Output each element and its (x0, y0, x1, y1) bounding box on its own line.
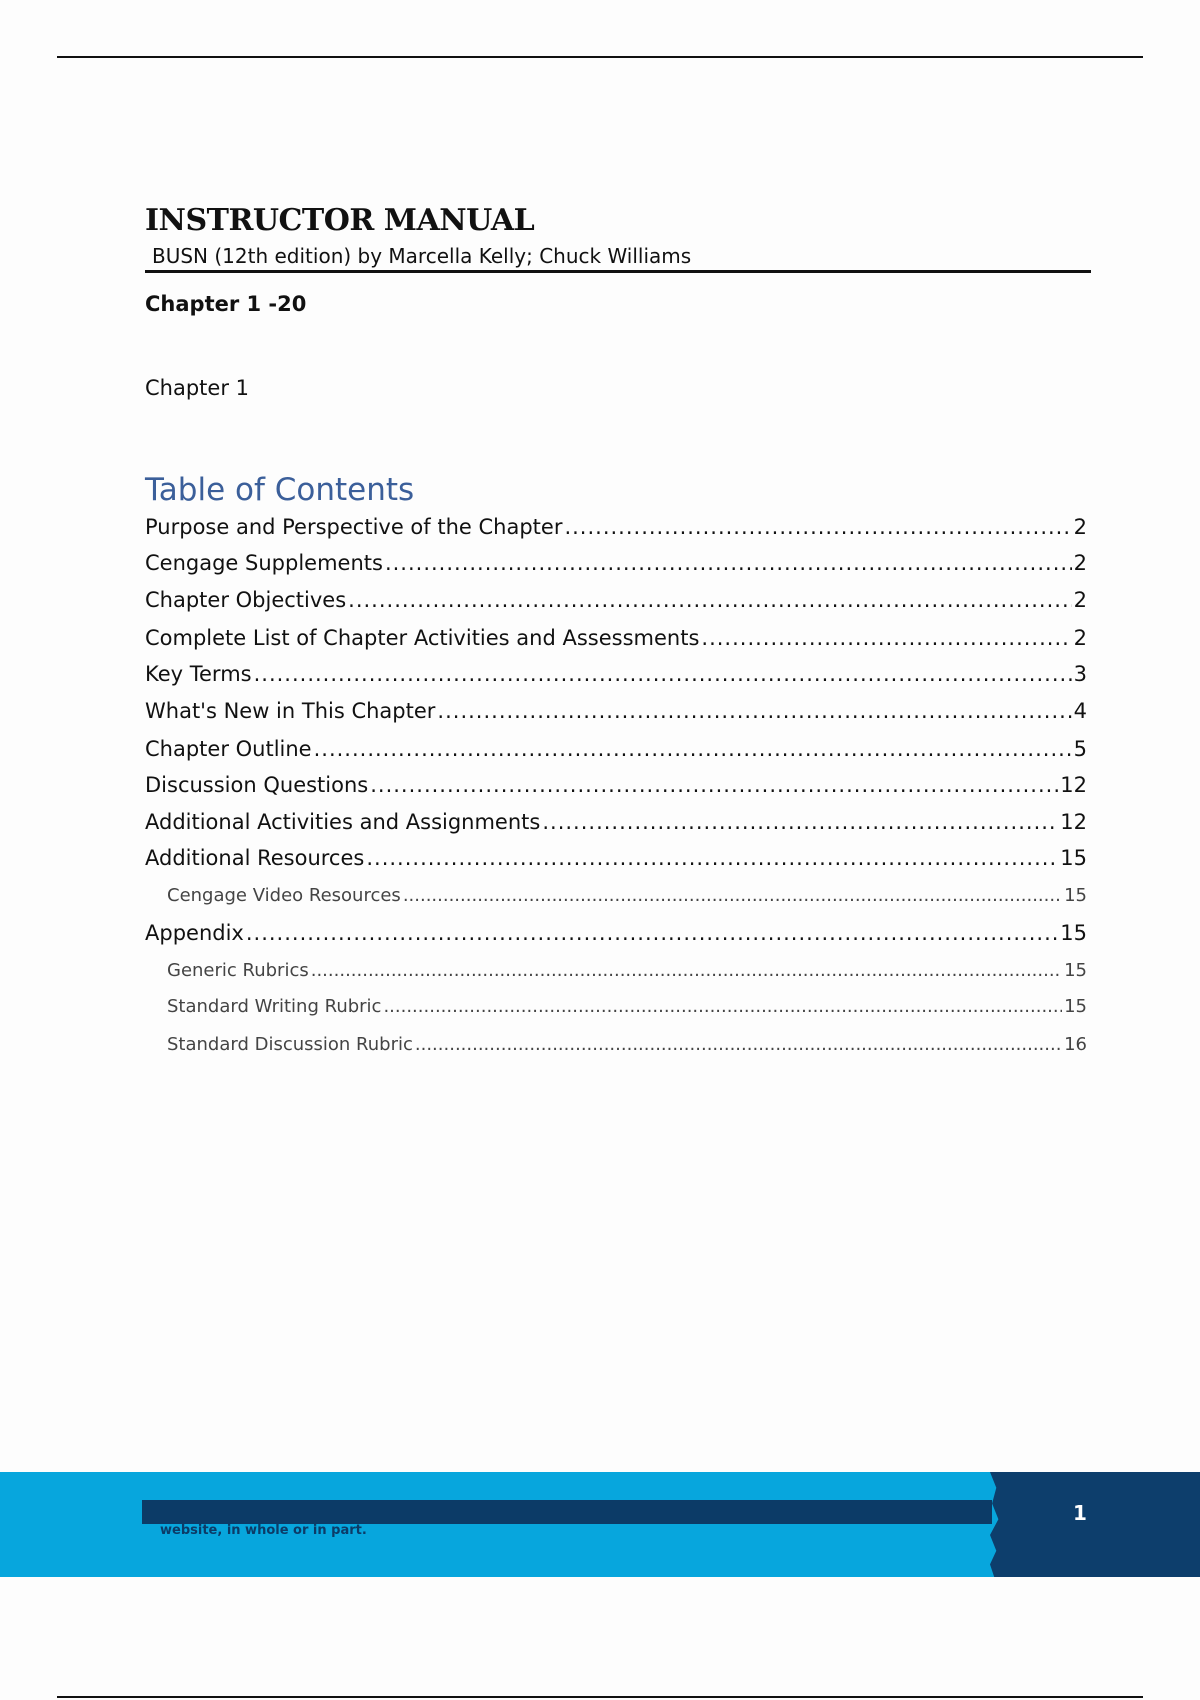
top-rule (57, 56, 1143, 58)
toc-entry-page: 16 (1064, 1034, 1087, 1055)
toc-leader (701, 623, 1071, 653)
toc-entry-title: Discussion Questions (145, 773, 369, 797)
toc-entry[interactable] (145, 512, 1087, 542)
toc-entry[interactable] (145, 734, 1087, 764)
toc-leader (542, 807, 1058, 837)
toc-entry-page: 4 (1073, 699, 1087, 723)
toc-leader (314, 734, 1072, 764)
toc-entry[interactable] (145, 843, 1087, 873)
toc-entry-page: 2 (1073, 626, 1087, 650)
chapter-range: Chapter 1 -20 (145, 292, 307, 316)
toc-entry-title: What's New in This Chapter (145, 699, 436, 723)
toc-entry[interactable] (145, 623, 1087, 653)
toc-entry-page: 2 (1073, 551, 1087, 575)
toc-entry-page: 15 (1064, 996, 1087, 1017)
toc-entry-title: Cengage Supplements (145, 551, 383, 575)
toc-entry[interactable] (145, 696, 1087, 726)
toc-entry-title: Purpose and Perspective of the Chapter (145, 515, 563, 539)
toc-heading: Table of Contents (145, 472, 415, 508)
toc-subentry[interactable] (167, 1030, 1087, 1060)
document-subtitle: BUSN (12th edition) by Marcella Kelly; Chuck Williams (152, 244, 692, 268)
toc-entry-page: 15 (1060, 921, 1087, 945)
toc-entry-title: Chapter Objectives (145, 588, 347, 612)
toc-entry-page: 12 (1060, 773, 1087, 797)
toc-entry-title: Additional Activities and Assignments (145, 810, 541, 834)
toc-subentry[interactable] (167, 992, 1087, 1022)
toc-leader (564, 512, 1071, 542)
toc-leader (370, 770, 1058, 800)
toc-entry-page: 15 (1060, 846, 1087, 870)
toc-leader (366, 843, 1058, 873)
chapter-label: Chapter 1 (145, 376, 249, 400)
toc-entry[interactable] (145, 659, 1087, 689)
footer-dark-panel (990, 1472, 1200, 1577)
toc-entry-page: 3 (1073, 662, 1087, 686)
toc-entry-page: 2 (1073, 515, 1087, 539)
toc-leader (403, 881, 1062, 911)
toc-entry-page: 12 (1060, 810, 1087, 834)
footer-note: website, in whole or in part. (160, 1523, 367, 1538)
toc-leader (311, 956, 1062, 986)
toc-entry-title: Additional Resources (145, 846, 365, 870)
toc-subentry[interactable] (167, 881, 1087, 911)
toc-entry-title: Standard Discussion Rubric (167, 1034, 413, 1055)
bottom-rule (57, 1696, 1143, 1698)
toc-subentry[interactable] (167, 956, 1087, 986)
toc-leader (254, 659, 1072, 689)
toc-entry-page: 15 (1064, 960, 1087, 981)
toc-entry-title: Cengage Video Resources (167, 885, 401, 906)
toc-leader (348, 585, 1071, 615)
toc-entry-page: 5 (1073, 737, 1087, 761)
toc-leader (437, 696, 1071, 726)
toc-entry-title: Complete List of Chapter Activities and Assessments (145, 626, 700, 650)
toc-entry-title: Key Terms (145, 662, 252, 686)
toc-leader (415, 1030, 1062, 1060)
toc-entry[interactable] (145, 918, 1087, 948)
title-rule (145, 270, 1091, 273)
toc-entry[interactable] (145, 807, 1087, 837)
footer-bar (142, 1500, 992, 1524)
toc-leader (383, 992, 1062, 1022)
document-title: INSTRUCTOR MANUAL (145, 203, 535, 238)
page-number: 1 (1073, 1501, 1087, 1525)
toc-entry[interactable] (145, 585, 1087, 615)
toc-entry-title: Generic Rubrics (167, 960, 309, 981)
toc-entry[interactable] (145, 770, 1087, 800)
toc-entry-title: Appendix (145, 921, 244, 945)
toc-entry-title: Chapter Outline (145, 737, 312, 761)
toc-entry-page: 15 (1064, 885, 1087, 906)
toc-entry[interactable] (145, 548, 1087, 578)
toc-entry-page: 2 (1073, 588, 1087, 612)
toc-entry-title: Standard Writing Rubric (167, 996, 382, 1017)
toc-leader (246, 918, 1058, 948)
toc-leader (385, 548, 1072, 578)
